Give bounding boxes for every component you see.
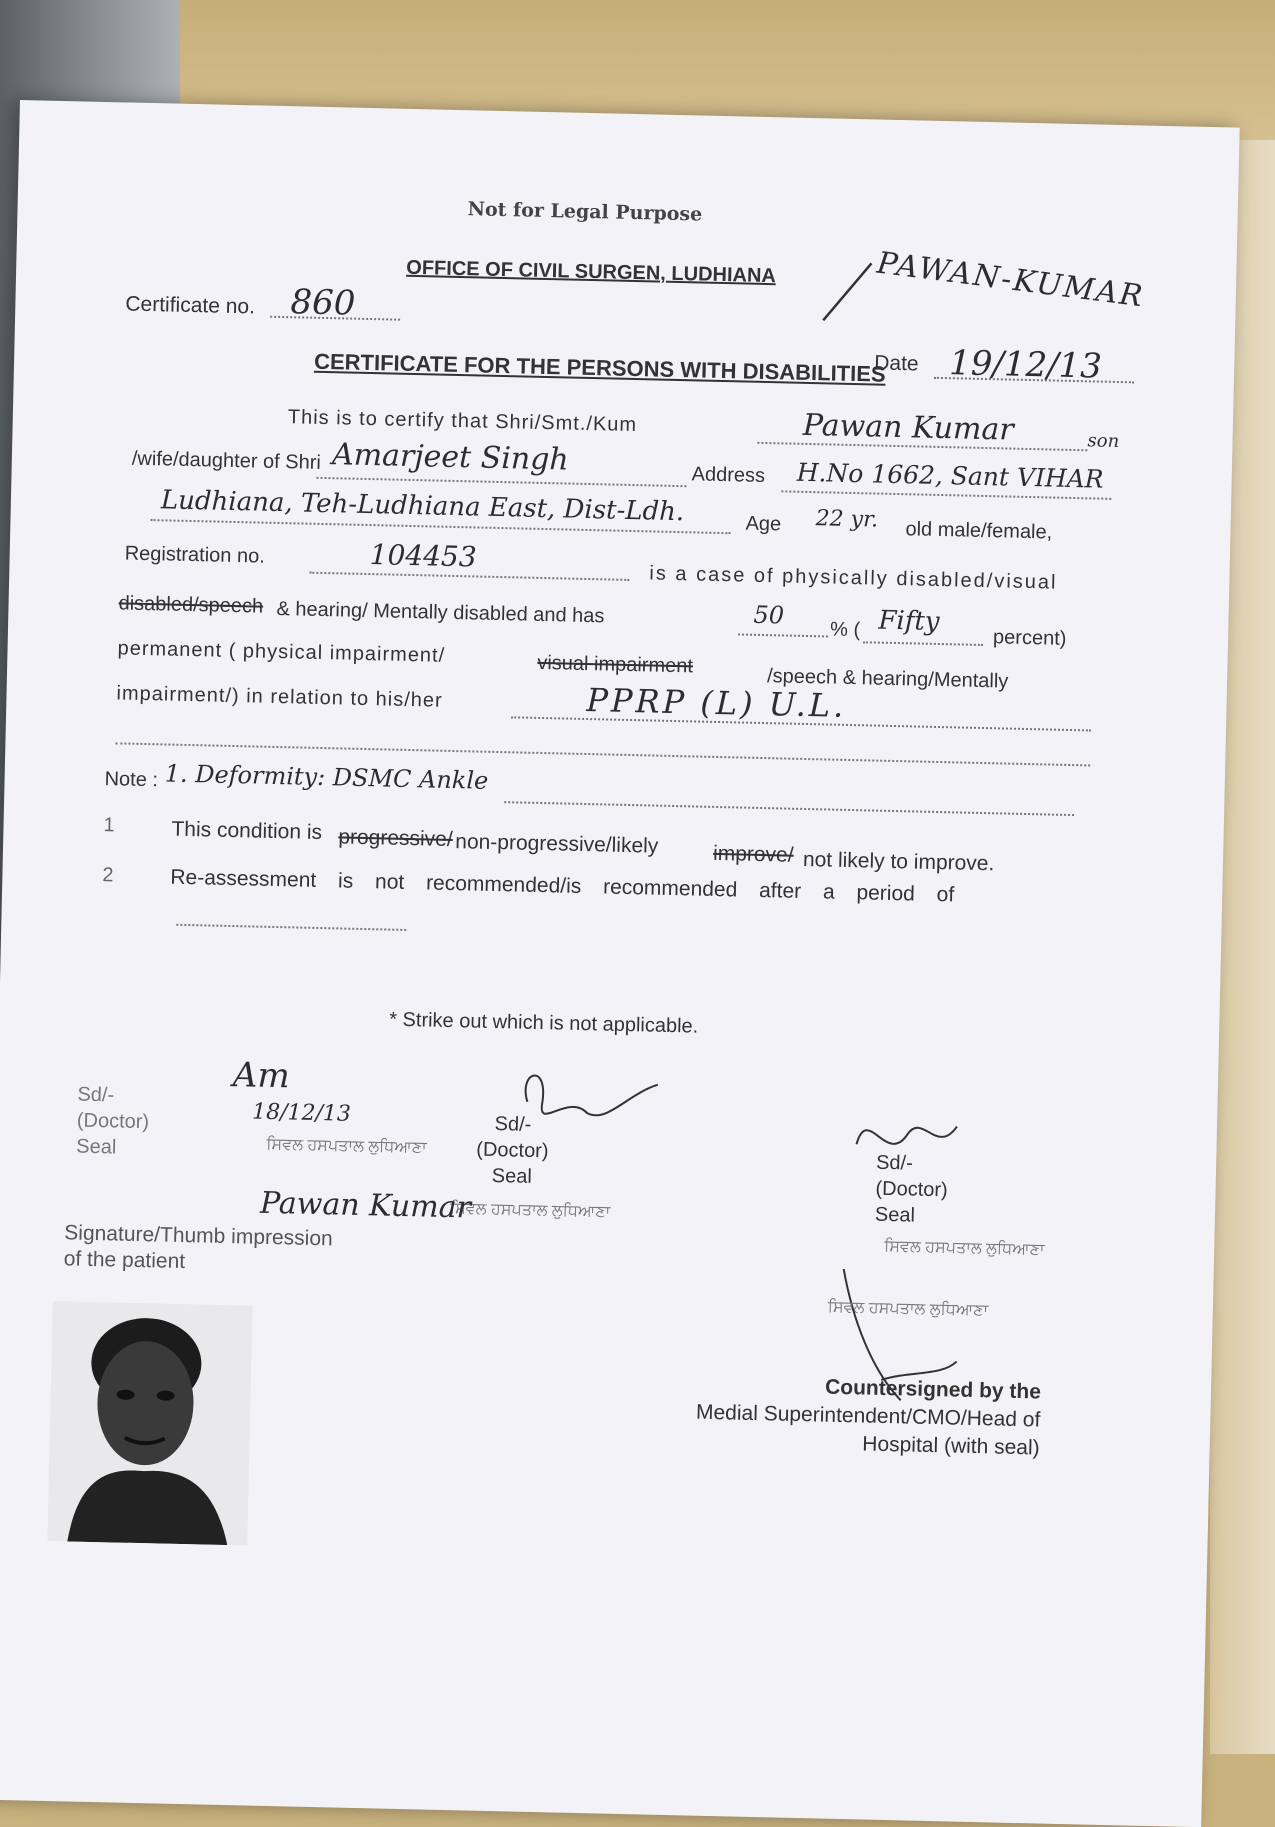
patient-name: Pawan Kumar	[802, 407, 1015, 448]
relation-text: impairment/) in relation to his/her	[116, 682, 443, 712]
patient-label-2: of the patient	[63, 1247, 186, 1274]
percent-words-line	[863, 641, 983, 646]
son-word: son	[1087, 430, 1120, 453]
doctor-3-sd: Sd/-	[875, 1151, 914, 1175]
blank-line-2	[504, 801, 1074, 816]
reassessment-number: 2	[102, 864, 114, 887]
doctor-3-title: (Doctor)	[875, 1177, 948, 1202]
date-label: Date	[873, 351, 919, 376]
doctor-2-title: (Doctor)	[476, 1138, 549, 1163]
annotation-name: PAWAN-KUMAR	[875, 245, 1147, 315]
certificate-sheet	[0, 100, 1240, 1827]
certificate-no-label: Certificate no.	[125, 292, 256, 319]
doctor-3-signature	[846, 1104, 968, 1177]
certificate-no-value: 860	[290, 282, 356, 324]
progressive-struck: progressive/	[338, 825, 453, 852]
improve-struck: improve/	[712, 841, 794, 867]
disabled-speech-struck: disabled/speech	[118, 592, 264, 618]
note-value: 1. Deformity: DSMC Ankle	[164, 759, 489, 795]
age-value: 22 yr.	[815, 506, 879, 533]
patient-label-1: Signature/Thumb impression	[64, 1221, 333, 1251]
slash-mark	[815, 258, 877, 329]
reassessment-text: Re-assessment is not recommended/is recommended after a period of	[170, 865, 955, 907]
father-line	[316, 477, 686, 487]
doctor-1-sd: Sd/-	[77, 1083, 115, 1107]
old-male-female-text: old male/female,	[905, 518, 1053, 544]
doctor-2-sd: Sd/-	[494, 1113, 532, 1136]
percent-text: percent)	[992, 626, 1067, 650]
age-label: Age	[745, 512, 782, 536]
case-text: is a case of physically disabled/visual	[649, 562, 1058, 594]
speech-hearing-text: /speech & hearing/Mentally	[766, 665, 1009, 693]
strike-note: * Strike out which is not applicable.	[388, 1008, 699, 1038]
doctor-1-stamp: ਸਿਵਲ ਹਸਪਤਾਲ ਲੁਧਿਆਣਾ	[266, 1135, 427, 1157]
doctor-2-stamp: ਸਿਵਲ ਹਸਪਤਾਲ ਲੁਧਿਆਣਾ	[449, 1200, 611, 1221]
percent-sign: % (	[829, 618, 861, 642]
doctor-1-seal: Seal	[76, 1135, 117, 1159]
percent-words: Fifty	[878, 605, 940, 637]
percent-line	[738, 633, 828, 637]
registration-no: 104453	[369, 538, 478, 574]
doctor-1-signature: Am	[232, 1055, 291, 1097]
date-value: 19/12/13	[948, 343, 1103, 387]
countersign-line-2: Medial Superintendent/CMO/Head of	[695, 1400, 1041, 1432]
father-name: Amarjeet Singh	[331, 437, 570, 478]
certificate-title: CERTIFICATE FOR THE PERSONS WITH DISABILITIES	[313, 348, 886, 387]
registration-label: Registration no.	[124, 542, 266, 568]
note-label: Note :	[104, 768, 159, 792]
doctor-1-block	[76, 1082, 150, 1162]
mentally-disabled-text: & hearing/ Mentally disabled and has	[276, 597, 605, 628]
superintendent-stamp: ਸਿਵਲ ਹਸਪਤਾਲ ਲੁਧਿਆਣਾ	[827, 1298, 989, 1320]
patient-photo	[47, 1301, 252, 1545]
doctor-2-signature	[506, 1061, 668, 1155]
patient-signature: Pawan Kumar	[259, 1185, 472, 1226]
address-label: Address	[691, 463, 766, 487]
address-value-2: Ludhiana, Teh-Ludhiana East, Dist-Ldh.	[160, 485, 685, 528]
relation-value: PPRP (L) U.L.	[586, 681, 847, 725]
permanent-text: permanent ( physical impairment/	[117, 637, 446, 667]
period-line	[176, 924, 406, 931]
doctor-3-seal: Seal	[874, 1203, 916, 1227]
doctor-1-title: (Doctor)	[76, 1109, 150, 1134]
non-progressive-text: non-progressive/likely	[455, 830, 659, 858]
doctor-1-date: 18/12/13	[251, 1099, 352, 1127]
percent-value: 50	[753, 600, 785, 630]
office-title: OFFICE OF CIVIL SURGEN, LUDHIANA	[406, 256, 777, 288]
certify-text: This is to certify that Shri/Smt./Kum	[287, 406, 638, 437]
doctor-3-stamp: ਸਿਵਲ ਹਸਪਤਾਲ ਲੁਧਿਆਣਾ	[884, 1237, 1045, 1259]
not-likely-improve-text: not likely to improve.	[802, 847, 995, 876]
condition-intro: This condition is	[171, 817, 323, 845]
wife-daughter-text: /wife/daughter of Shri	[131, 447, 322, 474]
countersign-block	[589, 1368, 1041, 1462]
not-for-legal-purpose: Not for Legal Purpose	[467, 198, 703, 226]
countersign-line-3: Hospital (with seal)	[862, 1432, 1040, 1460]
visual-impairment-struck: visual impairment	[537, 651, 694, 678]
address-value-1: H.No 1662, Sant VIHAR	[796, 457, 1104, 494]
countersign-line-1: Countersigned by the	[824, 1375, 1042, 1404]
doctor-2-seal: Seal	[491, 1164, 533, 1188]
condition-number: 1	[103, 814, 115, 837]
